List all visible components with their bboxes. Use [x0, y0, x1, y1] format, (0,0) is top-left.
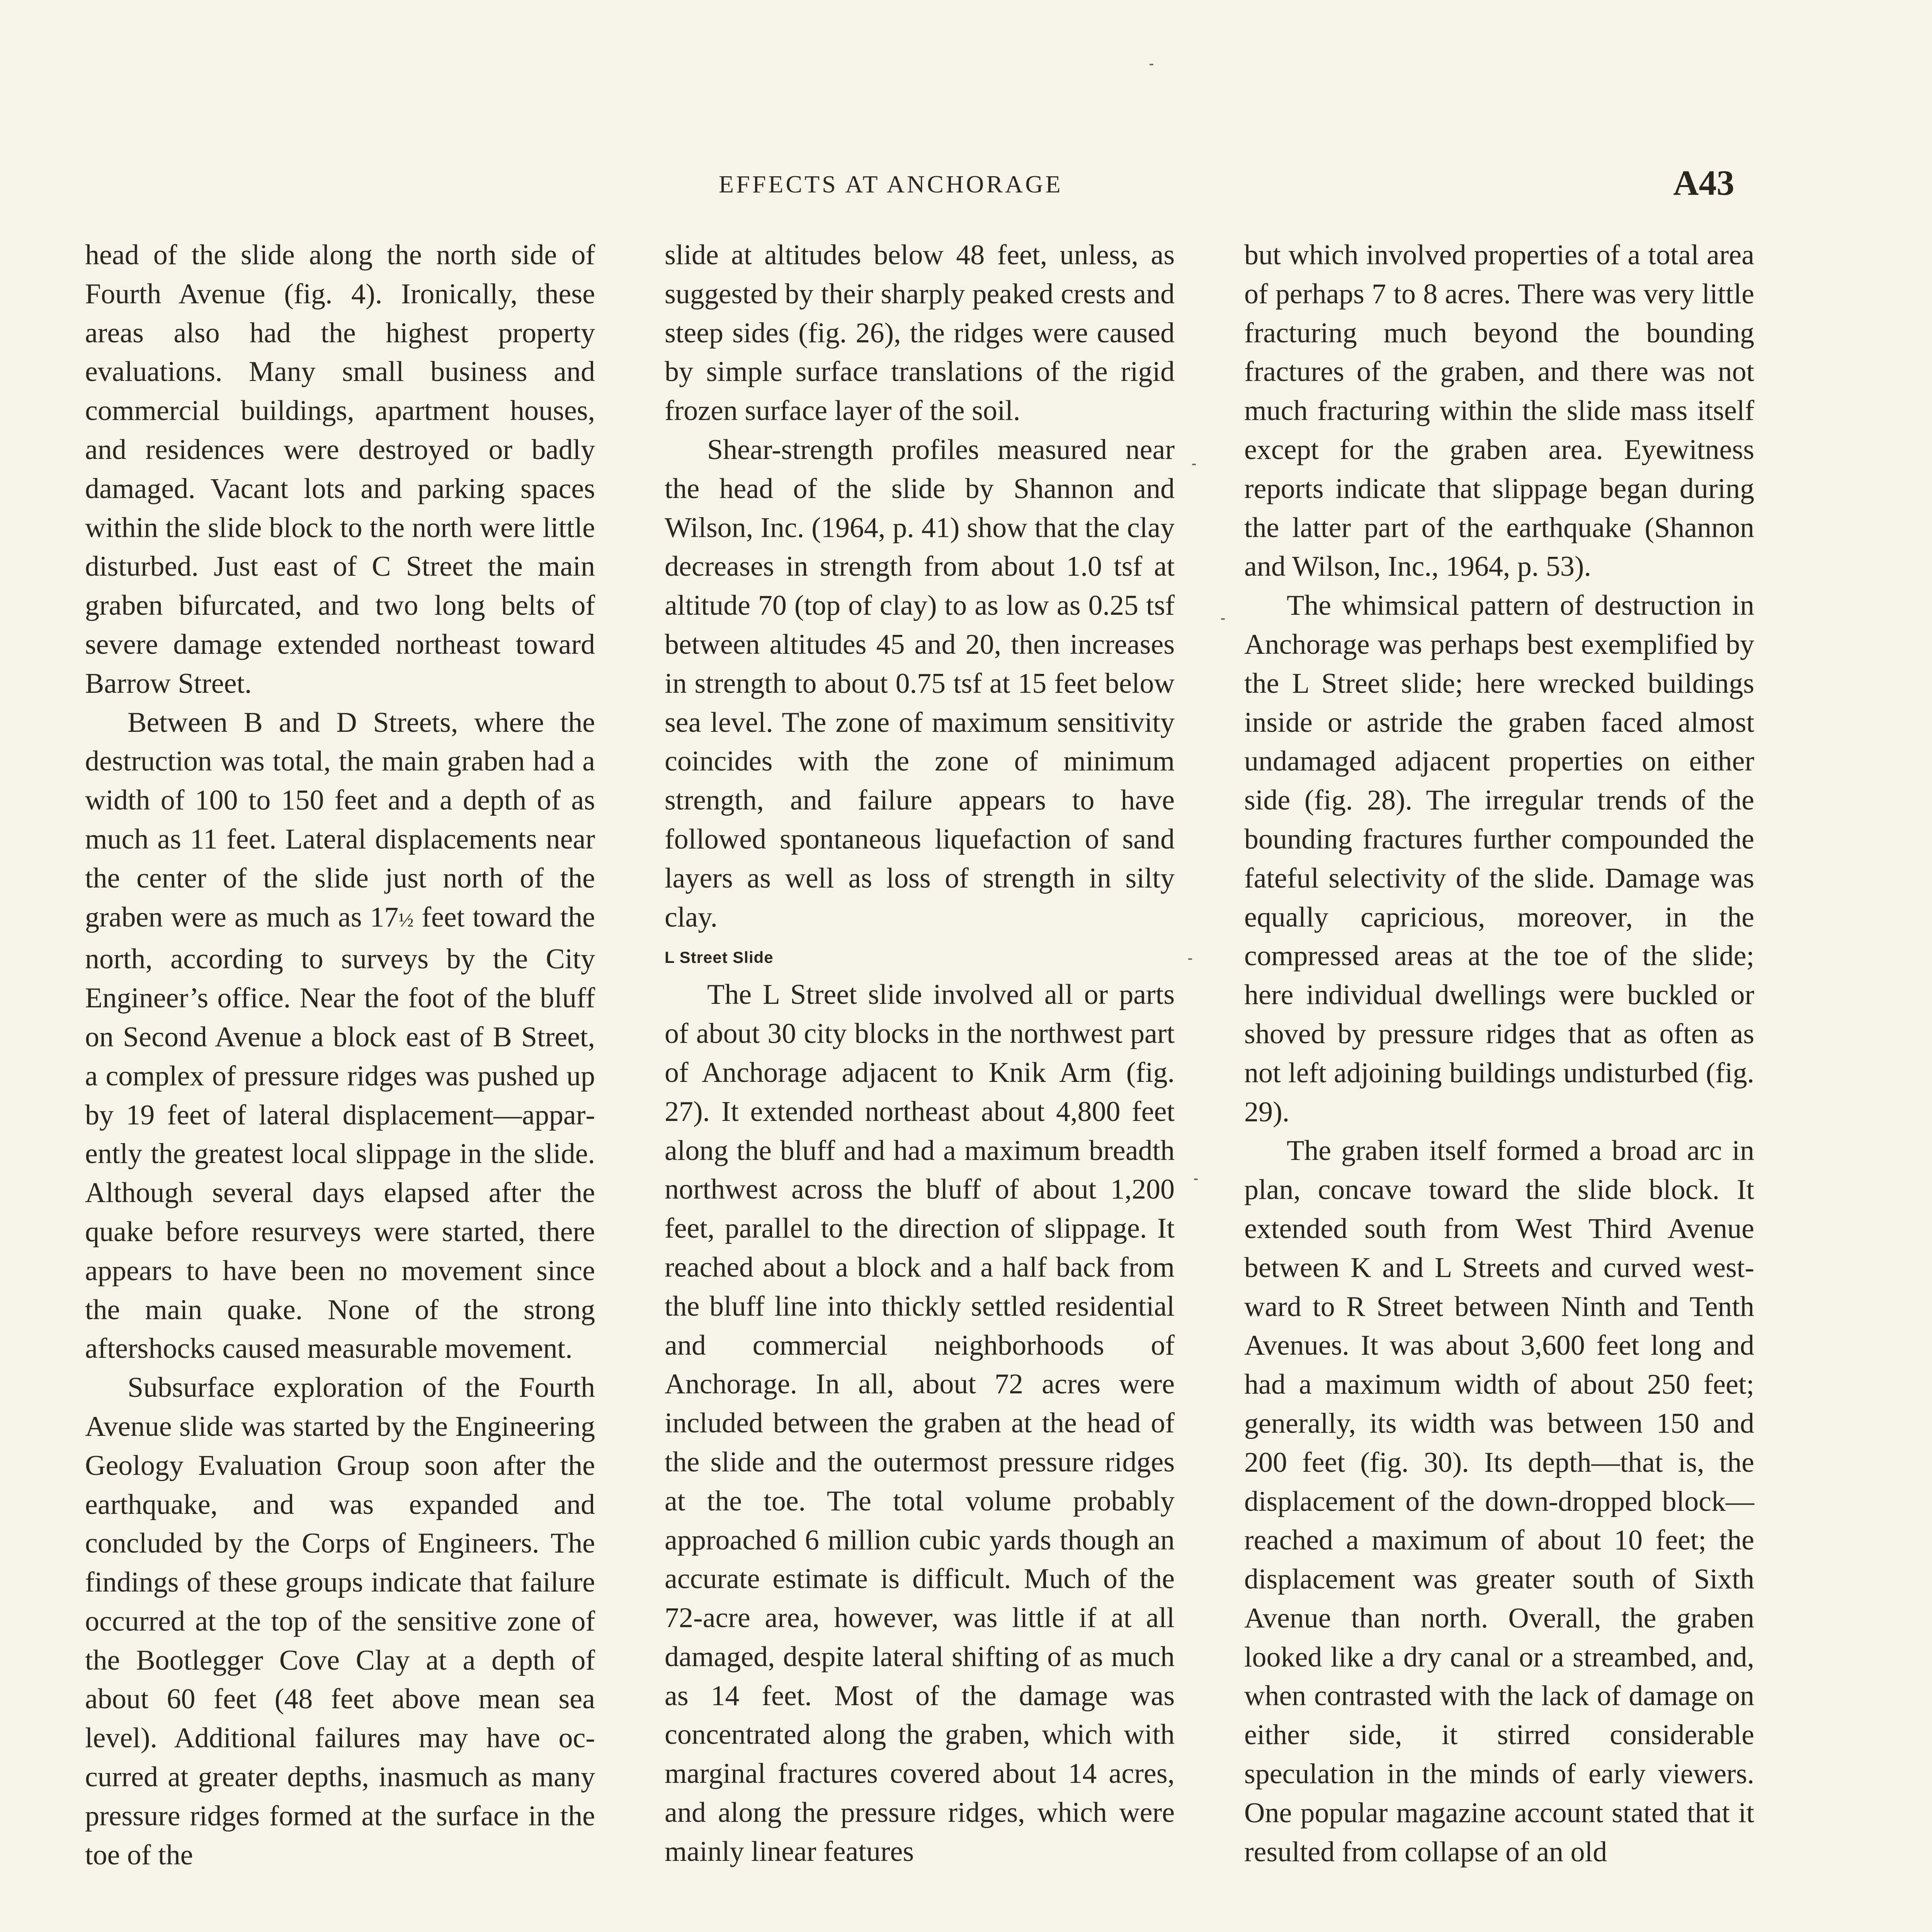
text-column-1	[85, 236, 595, 1874]
scan-speck	[1150, 64, 1153, 65]
paragraph: The whimsical pattern of destruction in Anchorage was perhaps best exemplified by the L Street slide; here wrecked buildings inside or astride the graben faced almost undamaged adjacent properties on either side (fig. 28). The irregular trends of the bounding fractures further compounded the fateful selectivity of the slide. Damage was equally capricious, moreover, in the compressed areas at the toe of the slide; here individual dwellings were buckled or shoved by pressure ridges that as often as not left adjoining buildings undisturbed (fig. 29).	[1244, 590, 1754, 1128]
page-number: A43	[1673, 163, 1735, 202]
paragraph: Shear-strength profiles measured near the head of the slide by Shannon and Wilson, Inc. (1964, p. 41) show that the clay decreases in strength from about 1.0 tsf at altitude 70 (top of clay) to as low as 0.25 tsf between altitudes 45 and 20, then increases in strength to about 0.75 tsf at 15 feet below sea level. The zone of maximum sensitivity coincides with the zone of minimum strength, and failure appears to have followed spontaneous liquefaction of sand layers as well as loss of strength in silty clay.	[665, 434, 1175, 933]
paragraph: The graben itself formed a broad arc in plan, concave toward the slide block. It extended south from West Third Avenue between K and L Streets and curved westward to R Street between Ninth and Tenth Avenues. It was about 3,600 feet long and had a maximum width of about 250 feet; generally, its width was between 150 and 200 feet (fig. 30). Its depth—that is, the displacement of the down-dropped block—reached a maximum of about 10 feet; the displacement was greater south of Sixth Avenue than north. Overall, the graben looked like a dry canal or a streambed, and, when contrasted with the lack of damage on either side, it stirred considerable speculation in the minds of early viewers. One popular magazine account stated that it resulted from collapse of an old	[1244, 1135, 1754, 1868]
scan-speck	[1188, 958, 1192, 960]
section-heading: L Street Slide	[665, 948, 774, 967]
page-header	[0, 162, 1932, 216]
scan-speck	[1221, 618, 1225, 620]
paragraph: slide at altitudes below 48 feet, unless, as suggested by their sharply peaked crests and steep sides (fig. 26), the ridges were caused by simple surface translations of the rigid frozen surface layer of the soil.	[665, 239, 1175, 427]
running-head: EFFECTS AT ANCHORAGE	[719, 170, 1063, 198]
scan-speck	[1192, 464, 1196, 465]
paragraph: head of the slide along the north side of Fourth Avenue (fig. 4). Ironically, these areas also had the highest property evaluations. Many small business and commercial buildings, apartment houses, and residences were destroyed or badly damaged. Vacant lots and parking spaces within the slide block to the north were little disturbed. Just east of C Street the main graben bifurcated, and two long belts of severe damage extended northeast toward Barrow Street.	[85, 239, 595, 699]
paragraph	[85, 703, 595, 1369]
paragraph: The L Street slide involved all or parts of about 30 city blocks in the northwest part of Anchorage adjacent to Knik Arm (fig. 27). It extended northeast about 4,800 feet along the bluff and had a maximum breadth northwest across the bluff of about 1,200 feet, parallel to the direction of slippage. It reached about a block and a half back from the bluff line into thickly settled residential and commercial neighborhoods of Anchorage. In all, about 72 acres were included between the graben at the head of the slide and the outermost pressure ridges at the toe. The total volume probably approached 6 million cubic yards though an accurate estimate is difficult. Much of the 72-acre area, however, was little if at all damaged, despite lateral shifting of as much as 14 feet. Most of the damage was concentrated along the graben, which with marginal fractures covered about 14 acres, and along the pressure ridges, which were mainly linear features	[665, 979, 1175, 1867]
text-column-2	[665, 236, 1175, 1871]
paragraph: Subsurface exploration of the Fourth Avenue slide was started by the Engineering Geology Evaluation Group soon after the earthquake, and was expanded and concluded by the Corps of Engineers. The findings of these groups indicate that failure occurred at the top of the sensitive zone of the Bootlegger Cove Clay at a depth of about 60 feet (48 feet above mean sea level). Additional failures may have occurred at greater depths, inasmuch as many pressure ridges formed at the surface in the toe of the	[85, 1372, 595, 1871]
paragraph: but which involved properties of a total area of perhaps 7 to 8 acres. There was very little fracturing much beyond the bounding fractures of the graben, and there was not much fracturing within the slide mass itself except for the graben area. Eyewitness reports indicate that slippage began during the latter part of the earthquake (Shannon and Wilson, Inc., 1964, p. 53).	[1244, 239, 1754, 583]
scan-speck	[1194, 1179, 1198, 1180]
fraction: ½	[398, 909, 414, 931]
paragraph-text: feet toward the north, according to surveys by the City Engineer’s office. Near the foot of the bluff on Second Avenue a block east of B Street, a complex of pressure ridges was pushed up by 19 feet of lateral displacement—apparently the greatest local slippage in the slide. Although several days elapsed after the quake before resurveys were started, there appears to have been no movement since the main quake. None of the strong aftershocks caused measurable movement.	[85, 901, 595, 1365]
text-column-3	[1244, 236, 1754, 1871]
paragraph-text: Between B and D Streets, where the destruction was total, the main graben had a width of 100 to 150 feet and a depth of as much as 11 feet. Lateral displacements near the center of the slide just north of the graben were as much as 17	[85, 706, 595, 933]
